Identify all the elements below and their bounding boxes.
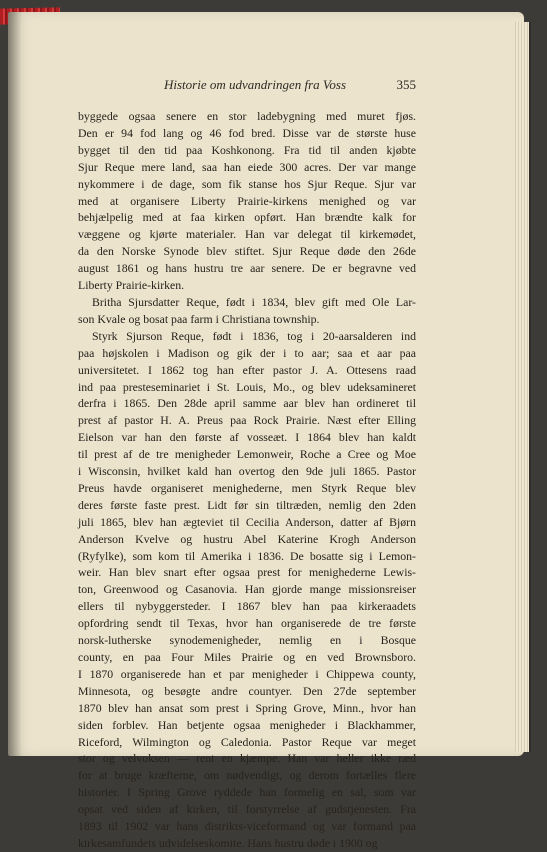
- text-line: 1893 til 1902 var hans distrikts-viceformand og var formand paa: [78, 819, 416, 834]
- text-line: Den er 94 fod lang og 46 fod bred. Disse var de største huse: [78, 125, 416, 140]
- text-line: i Wisconsin, hvilket kald han overtog den 9de juli 1865. Pastor: [78, 464, 416, 479]
- text-line: væggene og kjørte materialer. Han var delegat til kirkemødet,: [78, 227, 416, 242]
- text-line: siden forblev. Han betjente ogsaa menigheder i Blackhammer,: [78, 717, 416, 732]
- text-line: Minnesota, og besøgte andre countyer. Den 27de september: [78, 683, 416, 698]
- page-header: [78, 75, 416, 95]
- text-line: Sjur Reque mere land, saa han eiede 300 acres. Der var mange: [78, 159, 416, 174]
- page-number: 355: [396, 77, 416, 92]
- paragraph: [78, 328, 416, 852]
- text-line: da den Norske Synode blev stiftet. Sjur Reque døde den 26de: [78, 244, 416, 259]
- text-line: Anderson Kvelve og hustru Abel Katerine Krogh Anderson: [78, 531, 416, 546]
- text-line: behjælpelig med at faa kirken opført. Han brændte kalk for: [78, 210, 416, 225]
- text-line: opsat ved siden af kirken, til forstyrrelse af gudstjenesten. Fra: [78, 802, 416, 817]
- text-line: (Ryfylke), som kom til Amerika i 1836. De bosatte sig i Lemon-: [78, 548, 416, 563]
- text-line: 1870 blev han ansat som prest i Spring Grove, Minn., hvor han: [78, 700, 416, 715]
- text-line: derfra i 1865. Den 28de april samme aar blev han ordineret til: [78, 396, 416, 411]
- body-text: [78, 108, 416, 852]
- text-line: Britha Sjursdatter Reque, født i 1834, blev gift med Ole Lar-: [92, 294, 416, 309]
- text-line: norsk-lutherske synodemenigheder, nemlig en i Bosque: [78, 633, 416, 648]
- text-line: weir. Han blev snart efter ogsaa prest for menighederne Lewis-: [78, 565, 416, 580]
- paragraph: [78, 108, 416, 294]
- running-title: Historie om udvandringen fra Voss: [164, 77, 346, 92]
- text-line: juli 1865, blev han ægteviet til Cecilia Anderson, datter af Bjørn: [78, 514, 416, 529]
- text-line: Liberty Prairie-kirken.: [78, 278, 185, 293]
- paragraph: [78, 294, 416, 328]
- text-line: Styrk Sjurson Reque, født i 1836, tog i 20-aarsalderen ind: [92, 328, 416, 343]
- text-line: stor og velvoksen — rent en kjæmpe. Han var heller ikke ræd: [78, 751, 416, 766]
- text-line: prest af pastor H. A. Preus paa Rock Prairie. Næst efter Elling: [78, 413, 416, 428]
- text-line: son Kvale og bosat paa farm i Christiana township.: [78, 311, 320, 326]
- text-line: Eielson var han den første af vosseæt. I 1864 blev han kaldt: [78, 430, 416, 445]
- text-line: I 1870 organiserede han et par menigheder i Chippewa county,: [78, 666, 416, 681]
- text-line: for at bruge kræfterne, om nødvendigt, og derom fortælles flere: [78, 768, 416, 783]
- text-line: ton, Greenwood og Casanovia. Han gjorde mange missionsreiser: [78, 582, 416, 597]
- text-line: kirkesamfundets udvidelseskomite. Hans hustru døde i 1900 og: [78, 835, 378, 850]
- text-line: med at organisere Liberty Prairie-kirkens menighed og var: [78, 193, 416, 208]
- text-line: nykommere i de dage, som fik stanse hos Sjur Reque. Sjur var: [78, 176, 416, 191]
- text-line: bygget til den tid paa Koshkonong. Fra tid til anden kjøbte: [78, 142, 416, 157]
- text-line: opfordring sendt til Texas, hvor han organiserede de tre første: [78, 616, 416, 631]
- page-edges: [515, 22, 531, 752]
- page-gutter-shadow: [8, 12, 22, 756]
- text-line: ellers til nybyggersteder. I 1867 blev han paa kirkeraadets: [78, 599, 416, 614]
- text-line: Preus havde organiseret menighederne, men Styrk Reque blev: [78, 480, 416, 495]
- text-line: paa højskolen i Madison og gik der i to aar; saa et aar paa: [78, 345, 416, 360]
- text-line: county, en paa Four Miles Prairie og en ved Brownsboro.: [78, 650, 416, 664]
- text-line: Riceford, Wilmington og Caledonia. Pastor Reque var meget: [78, 734, 416, 749]
- text-line: til prest af de tre menigheder Lemonweir, Roche a Cree og Moe: [78, 447, 416, 462]
- text-line: august 1861 og hans hustru tre aar senere. De er begravne ved: [78, 261, 416, 276]
- text-line: universitetet. I 1862 tog han efter pastor J. A. Ottesens raad: [78, 362, 416, 377]
- text-line: byggede ogsaa senere en stor ladebygning med muret fjøs.: [78, 109, 416, 123]
- text-line: ind paa presteseminariet i St. Louis, Mo., og blev udeksamineret: [78, 379, 416, 394]
- text-line: deres første faste prest. Lidt før sin tiltræden, nemlig den 2den: [78, 497, 416, 512]
- text-line: historier. I Spring Grove ryddede han formelig en sal, som var: [78, 785, 416, 800]
